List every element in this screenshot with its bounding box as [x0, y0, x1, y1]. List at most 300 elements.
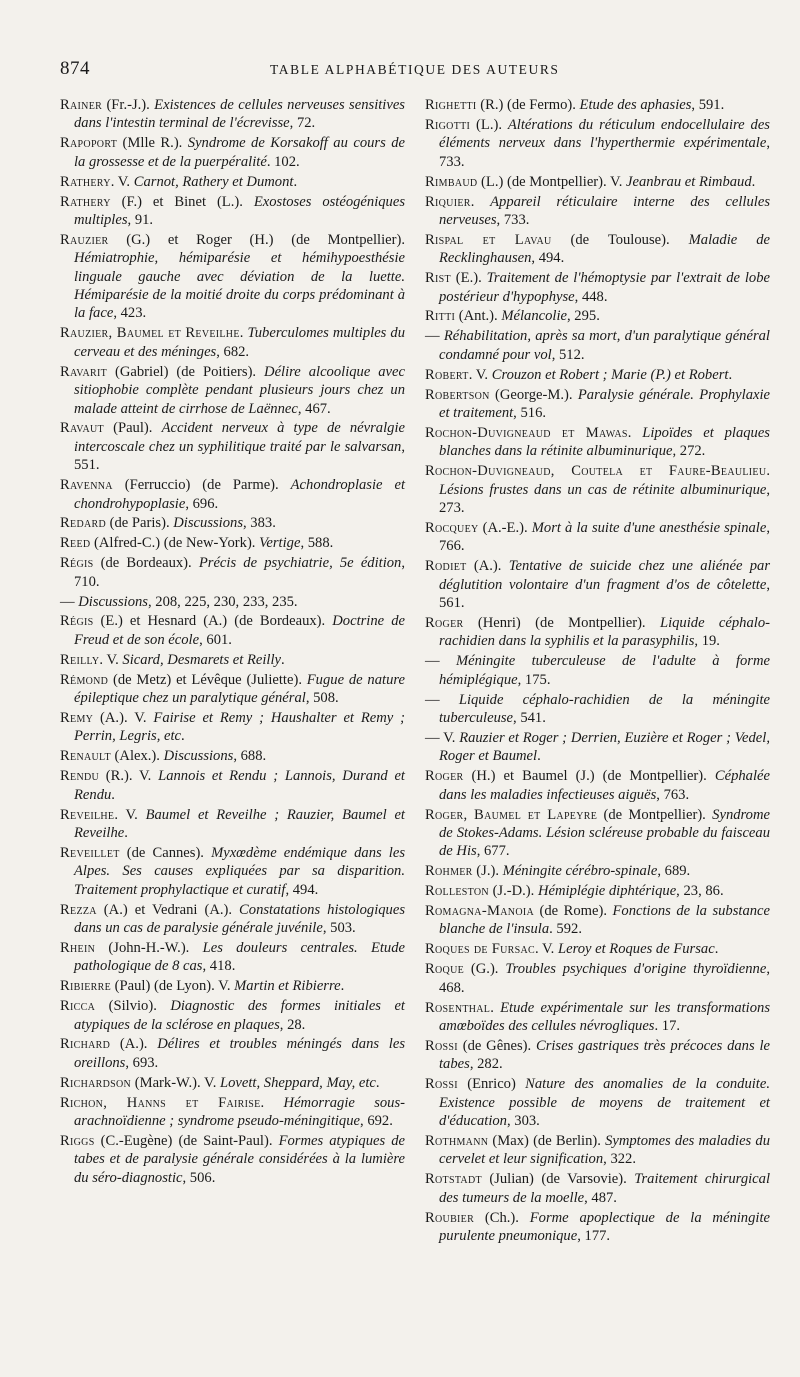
work-title: Discussions — [173, 515, 243, 532]
author-name: Rezza — [60, 901, 97, 918]
author-name: Rotstadt — [425, 1171, 482, 1188]
entry-reference: (Silvio). — [95, 998, 171, 1015]
author-name: Rist — [425, 270, 451, 287]
entry-reference: (Ch.). — [474, 1209, 530, 1226]
index-entry — [425, 902, 770, 939]
index-entry — [425, 116, 770, 171]
entry-reference: (L.) (de Montpellier). V. — [477, 173, 626, 190]
index-entry — [60, 767, 405, 804]
index-entry — [60, 363, 405, 418]
entry-reference: . V. — [468, 366, 492, 383]
work-title: Délires et troubles méningés dans les oreillons — [74, 1036, 406, 1071]
work-title: Les douleurs centrales. Etude pathologique de 8 cas — [74, 939, 405, 975]
work-title: Maladie de Recklinghausen — [439, 231, 770, 267]
author-name: Remy — [60, 710, 94, 726]
index-entry — [425, 231, 770, 268]
author-name: Roger, Baumel et Lapeyre — [425, 806, 598, 823]
index-entry — [425, 327, 770, 364]
author-name: Rothmann — [425, 1132, 489, 1149]
index-entry — [425, 1132, 770, 1169]
index-entry — [425, 386, 770, 423]
page-references: , 677. — [476, 843, 510, 860]
page-references: , 682. — [216, 343, 250, 360]
work-title: Lipoïdes et plaques blanches dans la rétinite albuminurique — [439, 424, 770, 460]
entry-reference: . — [627, 424, 643, 441]
work-title: Hémiplégie diphtérique — [537, 883, 677, 900]
entry-reference: (de Cannes). — [119, 844, 212, 861]
index-entry — [425, 307, 770, 325]
author-name: Reveilhe — [60, 806, 115, 823]
work-title: Lovett, Sheppard, May, etc — [220, 1074, 376, 1091]
page-references: . — [281, 651, 285, 668]
page-references: , 303. — [506, 1113, 540, 1130]
work-title: Sicard, Desmarets et Reilly — [122, 651, 282, 668]
work-title: Mort à la suite d'une anesthésie spinale — [531, 519, 767, 536]
entry-reference: (Mark-W.). V. — [131, 1074, 220, 1091]
page-references: , 506. — [182, 1169, 216, 1186]
author-name: Rodiet — [425, 558, 467, 575]
page-references: , 272. — [672, 443, 706, 460]
page-references: , 322. — [603, 1151, 636, 1168]
author-name: Redard — [60, 515, 106, 532]
entry-reference: (A.). — [110, 1036, 158, 1053]
author-name: Riggs — [60, 1132, 95, 1149]
page-references: , 423. — [113, 305, 147, 322]
entry-reference: (Mlle R.). — [117, 135, 188, 152]
work-title: Vertige — [259, 535, 301, 552]
entry-reference: (de Gênes). — [457, 1037, 536, 1054]
page-references: , 72. — [289, 115, 316, 132]
work-title: Martin et Ribierre — [234, 978, 341, 995]
index-entry — [60, 593, 405, 611]
index-entry — [425, 1170, 770, 1207]
page-references: , 561. — [439, 576, 770, 612]
entry-reference: (G.). — [464, 961, 506, 978]
page-references: , 693. — [125, 1054, 159, 1071]
author-name: Romagna-Manoia — [425, 903, 534, 920]
entry-reference: (Paul). — [103, 420, 162, 437]
work-title: Lésions frustes dans un cas de rétinite albuminurique — [439, 481, 767, 498]
work-title: Rauzier et Roger ; Derrien, Euzière et Roger ; Vedel, Roger et Baumel — [439, 729, 770, 765]
index-entry — [60, 806, 405, 843]
page-references: , 689. — [657, 863, 691, 880]
page-references: . — [111, 786, 115, 803]
work-title: Tentative de suicide chez une aliénée par déglutition volontaire d'un fragment d'os de côtelette — [439, 558, 770, 593]
work-title: Jeanbrau et Rimbaud — [626, 173, 752, 190]
entry-reference: . — [239, 325, 248, 342]
entry-reference: (A.). V. — [93, 710, 154, 726]
entry-reference: (Ant.). — [455, 308, 502, 325]
work-title: Liquide céphalo-rachidien dans la syphilis et la parasyphilis — [439, 614, 770, 650]
entry-reference: (R.) (de Fermo). — [476, 97, 580, 113]
entry-reference: . V. — [114, 806, 146, 823]
author-name: Rhein — [60, 939, 96, 956]
author-name: Roque — [425, 961, 465, 978]
index-entry — [425, 366, 770, 384]
index-entry — [60, 514, 405, 532]
author-name: Rainer — [60, 97, 103, 113]
entry-reference: (de Bordeaux). — [93, 555, 199, 572]
index-entry — [425, 999, 770, 1036]
entry-reference: . — [490, 999, 501, 1016]
author-name: Roques de Fursac — [425, 941, 535, 958]
author-name: Rossi — [425, 1076, 458, 1093]
work-title: Carnot, Rathery et Dumont — [133, 173, 294, 190]
work-title: Discussions — [78, 593, 148, 610]
author-name: Reveillet — [60, 844, 120, 861]
index-entry — [425, 1209, 770, 1246]
entry-reference: (Ferruccio) (de Parme). — [112, 477, 291, 494]
work-title: Tuberculomes multiples du cerveau et des méninges — [74, 325, 406, 360]
author-name: Rohmer — [425, 863, 473, 880]
page-references: . — [124, 824, 128, 841]
page-references: . 17. — [654, 1018, 681, 1034]
page-references: , 494. — [285, 881, 319, 898]
index-entry — [425, 462, 770, 517]
index-entry — [60, 476, 405, 513]
entry-reference: (Alex.). — [110, 748, 164, 765]
index-entry — [425, 614, 770, 651]
work-title: Paralysie générale. Prophylaxie et traitement — [439, 386, 770, 421]
work-title: Altérations du réticulum endocellulaire des éléments nerveux dans l'hyperthermie expérimentale — [439, 116, 770, 152]
author-name: Rémond — [60, 671, 109, 688]
index-entry — [60, 96, 405, 133]
entry-reference: — — [60, 593, 79, 610]
index-entry — [60, 977, 405, 995]
work-title: Liquide céphalo-rachidien de la méningite tuberculeuse — [439, 691, 770, 726]
entry-reference: . — [766, 463, 770, 480]
author-name: Rathery — [60, 173, 111, 190]
page-references: . — [340, 978, 345, 995]
index-entry — [60, 324, 405, 361]
entry-reference: (Enrico) — [457, 1076, 526, 1093]
page-references: , 448. — [574, 288, 608, 305]
page-references: , 487. — [584, 1189, 617, 1206]
index-entry — [60, 747, 405, 765]
entry-reference: (F.) et Binet (L.). — [110, 193, 254, 210]
entry-reference: . V. — [99, 651, 123, 668]
work-title: Appareil réticulaire interne des cellules nerveuses — [439, 193, 770, 228]
entry-reference: (John-H.-W.). — [95, 939, 203, 956]
author-name: Rosenthal — [425, 999, 491, 1016]
work-title: Baumel et Reveilhe ; Rauzier, Baumel et Reveilhe — [74, 806, 405, 841]
index-entry — [425, 173, 770, 191]
work-title: Fonctions de la substance blanche de l'insula — [439, 903, 771, 938]
work-title: Diagnostic des formes initiales et atypiques de la sclérose en plaques — [74, 998, 405, 1033]
entry-reference: — V. — [425, 729, 460, 746]
entry-reference: (Julian) (de Varsovie). — [481, 1171, 635, 1188]
work-title: Accident nerveux à type de névralgie intercoscale chez un syphilitique traité par le salvarsan — [74, 420, 405, 455]
entry-reference: (J.-D.). — [488, 883, 538, 900]
page-references: , 383. — [243, 515, 276, 532]
author-name: Ricca — [60, 998, 96, 1015]
work-title: Existences de cellules nerveuses sensitives dans l'intestin terminal de l'écrevisse — [74, 97, 405, 132]
author-name: Ravaut — [60, 420, 104, 437]
entry-reference: (de Metz) et Lévêque (Juliette). — [108, 671, 307, 688]
work-title: Méningite cérébro-spinale — [502, 863, 658, 880]
work-title: Etude des aphasies — [579, 97, 692, 113]
entry-reference: (G.) et Roger (H.) (de Montpellier). — [108, 231, 405, 248]
work-title: Discussions — [163, 748, 234, 765]
page-references: , 177. — [577, 1227, 611, 1244]
index-entry — [60, 612, 405, 649]
page-references: , 273. — [439, 481, 770, 517]
author-name: Rolleston — [425, 883, 489, 900]
work-title: Exostoses ostéogéniques multiples — [74, 193, 406, 228]
work-title: Myxœdème endémique dans les Alpes. Ses causes expliquées par sa disparition. Traitement prophylactique et curatif — [74, 844, 405, 898]
index-entry — [425, 519, 770, 556]
index-entry — [425, 269, 770, 306]
author-name: Robert — [425, 366, 469, 383]
entry-reference: (Henri) (de Montpellier). — [463, 614, 660, 631]
entry-reference: . — [260, 1094, 284, 1111]
work-title: Traitement chirurgical des tumeurs de la moelle — [439, 1171, 770, 1206]
entry-reference: (L.). — [470, 116, 508, 133]
index-entry — [425, 424, 770, 461]
index-entry — [425, 96, 770, 114]
page-references: . — [293, 173, 298, 190]
index-entry — [60, 671, 405, 708]
author-name: Rapoport — [60, 135, 118, 152]
author-name: Régis — [60, 613, 94, 630]
entry-reference: — — [425, 691, 459, 708]
page-header — [60, 58, 760, 82]
page-references: , 516. — [513, 405, 547, 421]
work-title: Achondroplasie et chondrohypoplasie — [74, 477, 405, 512]
entry-reference: (Gabriel) (de Poitiers). — [107, 363, 265, 380]
page-references: , 494. — [531, 250, 565, 267]
index-entry — [425, 767, 770, 804]
index-entry — [60, 1094, 405, 1131]
index-entry — [60, 534, 405, 552]
page-references: . 102. — [266, 153, 300, 170]
author-name: Rauzier — [60, 231, 109, 248]
index-entry — [425, 652, 770, 689]
author-name: Roger — [425, 614, 464, 631]
author-name: Ravarit — [60, 363, 108, 380]
author-name: Rimbaud — [425, 173, 478, 190]
page-references: . 592. — [549, 921, 582, 938]
page-references: , 710. — [74, 555, 406, 590]
work-title: Troubles psychiques d'origine thyroïdienne — [505, 961, 767, 978]
page-references: , 763. — [656, 786, 690, 803]
page-references: , 208, 225, 230, 233, 235. — [147, 593, 298, 610]
author-name: Richon, Hanns et Fairise — [60, 1094, 261, 1111]
author-name: Reilly — [60, 651, 100, 668]
page-references: , 733. — [496, 211, 530, 228]
author-name: Ritti — [425, 308, 456, 325]
author-name: Robertson — [425, 386, 490, 403]
entry-reference: (J.). — [472, 863, 503, 880]
page-references: , 601. — [199, 631, 232, 648]
page-references: , 696. — [185, 495, 219, 512]
page-references: , 733. — [439, 135, 770, 170]
page-references: , 295. — [567, 308, 600, 325]
author-name: Riquier — [425, 193, 471, 210]
index-entry — [60, 134, 405, 171]
work-title: Mélancolie — [501, 308, 567, 325]
right-column — [425, 96, 770, 1247]
author-name: Renault — [60, 748, 111, 765]
author-name: Rigotti — [425, 116, 471, 133]
page-references: . — [728, 366, 733, 383]
page-references: , 541. — [513, 710, 546, 726]
index-entry — [60, 419, 405, 474]
index-entry — [60, 901, 405, 938]
work-title: Constatations histologiques dans un cas de paralysie générale juvénile — [74, 901, 406, 936]
author-name: Roger — [425, 768, 464, 785]
work-title: Fugue de nature épileptique chez un paralytique général — [74, 671, 405, 707]
index-entry — [60, 1074, 405, 1092]
author-name: Rochon-Duvigneaud, Coutela et Faure-Beaulieu — [425, 463, 767, 480]
index-entry — [425, 862, 770, 880]
work-title: Précis de psychiatrie, 5e édition — [198, 555, 402, 572]
index-entry — [425, 882, 770, 900]
index-entry — [425, 193, 770, 230]
page-references: , 503. — [322, 919, 356, 936]
entry-reference: . — [470, 193, 491, 210]
author-name: Roubier — [425, 1209, 475, 1226]
work-title: Lannois et Rendu ; Lannois, Durand et Rendu — [74, 768, 405, 803]
entry-reference: — — [425, 328, 444, 345]
page-references: , 508. — [305, 690, 339, 707]
entry-reference: (R.). V. — [99, 768, 159, 785]
work-title: Hémiatrophie, hémiparésie et hémihypoesthésie linguale gauche avec déviation de la luette. Hémiparésie de la moitié droite du corps prédominant à la face — [74, 250, 405, 322]
work-title: Réhabilitation, après sa mort, d'un paralytique général condamné pour vol — [439, 328, 770, 363]
index-entry — [60, 554, 405, 591]
index-entry — [60, 709, 405, 746]
author-name: Ribierre — [60, 978, 112, 995]
page-references: , 766. — [439, 519, 770, 555]
index-entry — [60, 173, 405, 191]
index-entry — [60, 997, 405, 1034]
index-entry — [60, 651, 405, 669]
running-title: TABLE ALPHABÉTIQUE DES AUTEURS — [270, 62, 560, 77]
author-name: Régis — [60, 555, 94, 572]
page-references: . — [714, 941, 719, 958]
page-references: , 692. — [360, 1113, 393, 1130]
entry-reference: (George-M.). — [489, 386, 578, 403]
work-title: Leroy et Roques de Fursac — [557, 941, 715, 958]
work-title: Fairise et Remy ; Haushalter et Remy ; Perrin, Legris, etc — [74, 710, 406, 745]
entry-reference: (Paul) (de Lyon). V. — [111, 978, 235, 995]
page-references: , 468. — [439, 961, 770, 996]
work-title: Etude expérimentale sur les transformations amœboïdes des cellules névrogliques — [439, 999, 771, 1034]
author-name: Rocquey — [425, 519, 479, 536]
page-references: . — [537, 748, 541, 765]
page-references: . — [181, 728, 185, 745]
page-references: , 91. — [127, 211, 154, 228]
author-name: Ravenna — [60, 477, 113, 494]
entry-reference: (A.) et Vedrani (A.). — [96, 901, 240, 918]
index-entry — [425, 940, 770, 958]
work-title: Symptomes des maladies du cervelet et leur signification — [439, 1132, 770, 1168]
entry-reference: (Max) (de Berlin). — [488, 1132, 606, 1149]
entry-reference: (Fr.-J.). — [102, 97, 155, 113]
entry-reference: (E.). — [450, 270, 487, 287]
entry-reference: (C.-Eugène) (de Saint-Paul). — [94, 1132, 279, 1149]
entry-reference: . V. — [534, 941, 558, 958]
author-name: Richard — [60, 1036, 111, 1053]
author-name: Rauzier, Baumel et Reveilhe — [60, 325, 240, 342]
entry-reference: (de Toulouse). — [551, 231, 689, 248]
page-references: , 175. — [517, 671, 551, 688]
page-references: , 23, 86. — [676, 883, 724, 900]
index-entry — [425, 806, 770, 861]
entry-reference: — — [425, 653, 456, 670]
work-title: Forme apoplectique de la méningite purulente pneumonique — [439, 1209, 770, 1244]
work-title: Céphalée dans les maladies infectieuses aiguës — [439, 768, 770, 803]
index-entry — [60, 1035, 405, 1072]
index-entry — [425, 1037, 770, 1074]
author-name: Righetti — [425, 97, 477, 113]
work-title: Traitement de l'hémoptysie par l'extrait de lobe postérieur d'hypophyse — [439, 270, 770, 305]
work-title: Formes atypiques de tabes et de paralysie générale considérées à la lumière du séro-diagnostic — [74, 1132, 406, 1186]
work-title: Syndrome de Stokes-Adams. Lésion scléreuse probable du faisceau de His — [439, 806, 770, 860]
author-name: Reed — [60, 535, 91, 552]
index-entry — [60, 939, 405, 976]
entry-reference: (A.). — [466, 558, 509, 575]
index-entry — [425, 729, 770, 766]
author-name: Rathery — [60, 193, 111, 210]
page-references: . — [375, 1074, 380, 1091]
page-references: , 19. — [694, 633, 720, 650]
index-entry — [425, 960, 770, 997]
author-name: Rochon-Duvigneaud et Mawas — [425, 424, 628, 441]
index-entry — [425, 1075, 770, 1130]
author-name: Rendu — [60, 768, 100, 785]
work-title: Syndrome de Korsakoff au cours de la grossesse et de la puerpéralité — [74, 135, 405, 170]
page-references: , 467. — [297, 400, 331, 417]
page-references: , 688. — [233, 748, 267, 765]
entry-reference: (E.) et Hesnard (A.) (de Bordeaux). — [93, 613, 333, 630]
index-entry — [425, 557, 770, 612]
entry-reference: (H.) et Baumel (J.) (de Montpellier). — [463, 768, 715, 785]
work-title: Crouzon et Robert ; Marie (P.) et Robert — [491, 366, 729, 383]
page-references: , 591. — [691, 97, 725, 113]
index-entry — [425, 691, 770, 728]
entry-reference: (Alfred-C.) (de New-York). — [90, 535, 260, 552]
page-references: , 28. — [279, 1016, 306, 1033]
work-title: Doctrine de Freud et de son école — [74, 613, 405, 648]
page-number: 874 — [60, 58, 90, 79]
author-name: Rossi — [425, 1037, 458, 1054]
author-name: Rispal et Lavau — [425, 231, 552, 248]
index-entry — [60, 231, 405, 323]
page-references: , 551. — [74, 438, 405, 474]
entry-reference: (de Montpellier). — [597, 806, 713, 823]
page-references: , 282. — [469, 1056, 503, 1073]
work-title: Méningite tuberculeuse de l'adulte à forme hémiplégique — [439, 653, 770, 688]
work-title: Nature des anomalies de la conduite. Existence possible de moyens de traitement et d'éducation — [439, 1076, 770, 1130]
page-references: , 512. — [551, 346, 585, 363]
work-title: Hémorragie sous-arachnoïdienne ; syndrome pseudo-méningitique — [74, 1094, 406, 1130]
author-name: Richardson — [60, 1074, 132, 1091]
index-entry — [60, 1132, 405, 1187]
left-column — [60, 96, 405, 1189]
entry-reference: (A.-E.). — [478, 519, 532, 536]
work-title: Délire alcoolique avec sitiophobie complète pendant plusieurs jours chez un malade atteint de cirrhose de Laënnec — [74, 363, 405, 417]
page-references: , 588. — [300, 535, 334, 552]
entry-reference: (de Paris). — [105, 515, 174, 532]
work-title: Crises gastriques très précoces dans le tabes — [439, 1037, 770, 1073]
index-entry — [60, 844, 405, 899]
index-entry — [60, 193, 405, 230]
page-references: . — [751, 173, 756, 190]
entry-reference: (de Rome). — [534, 903, 613, 920]
entry-reference: . V. — [110, 173, 134, 190]
page-references: , 418. — [202, 958, 236, 975]
